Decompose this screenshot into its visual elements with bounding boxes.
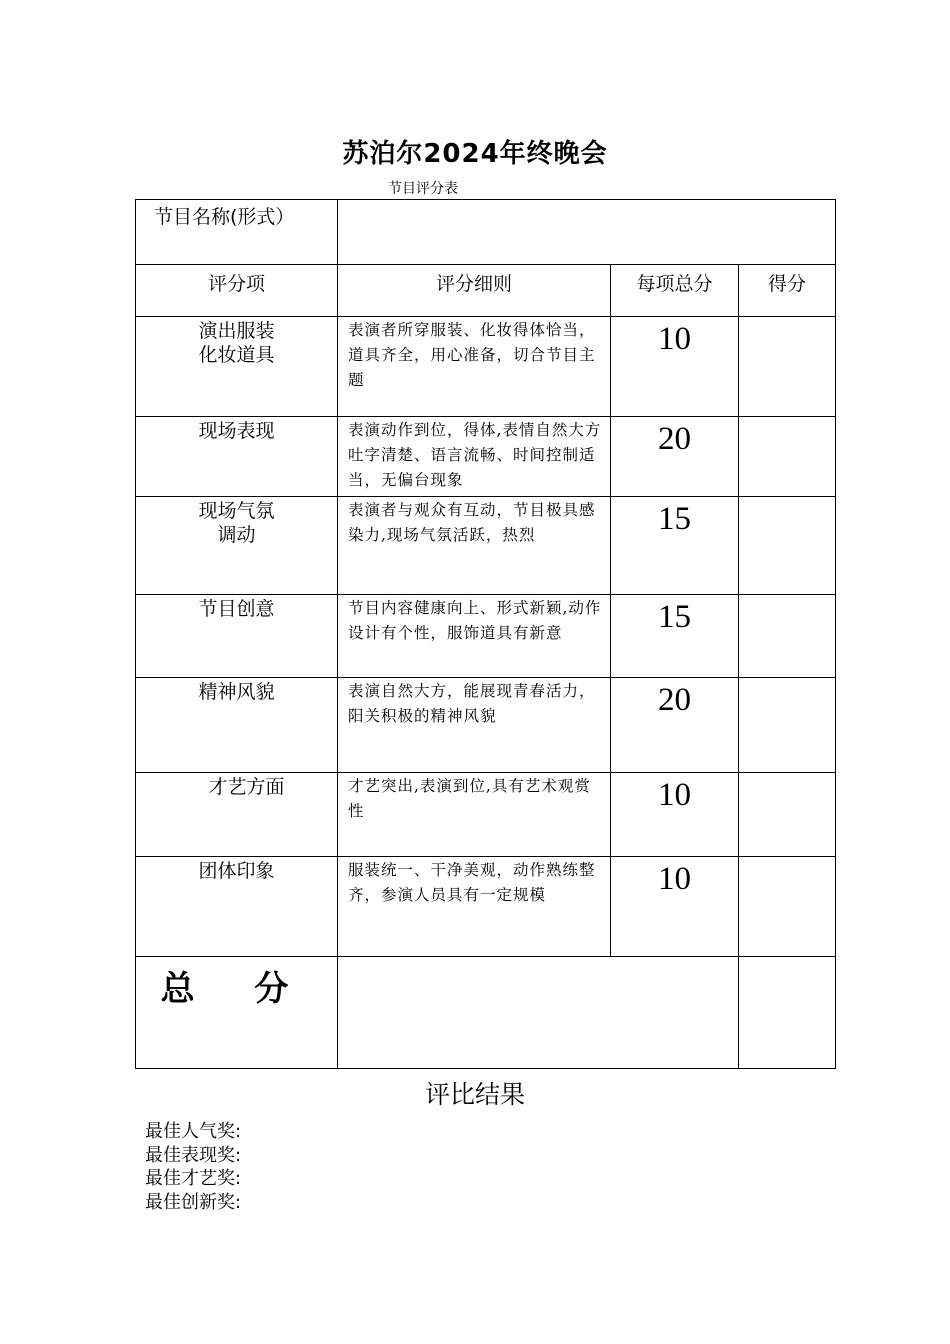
criterion-name-line: 节目创意 bbox=[198, 598, 275, 620]
program-name-field[interactable] bbox=[338, 200, 836, 265]
total-row bbox=[136, 957, 836, 1069]
criterion-points: 15 bbox=[611, 595, 739, 678]
criterion-name bbox=[136, 497, 338, 595]
award-performance: 最佳表现奖: bbox=[145, 1144, 242, 1166]
score-field[interactable] bbox=[739, 417, 836, 497]
criterion-name bbox=[136, 317, 338, 417]
criterion-detail: 节目内容健康向上、形式新颖,动作设计有个性，服饰道具有新意 bbox=[338, 595, 611, 678]
total-score-field[interactable] bbox=[739, 957, 836, 1069]
score-field[interactable] bbox=[739, 497, 836, 595]
criterion-name bbox=[136, 595, 338, 678]
criterion-name bbox=[136, 678, 338, 773]
awards-list bbox=[145, 1120, 241, 1214]
header-score: 得分 bbox=[739, 265, 836, 317]
criterion-detail: 表演者所穿服装、化妆得体恰当，道具齐全，用心准备，切合节目主题 bbox=[338, 317, 611, 417]
score-field[interactable] bbox=[739, 678, 836, 773]
header-detail: 评分细则 bbox=[338, 265, 611, 317]
award-talent: 最佳才艺奖: bbox=[145, 1168, 242, 1189]
criterion-name bbox=[136, 857, 338, 957]
criterion-detail: 服装统一、干净美观，动作熟练整齐，参演人员具有一定规模 bbox=[338, 857, 611, 957]
criterion-name-line: 团体印象 bbox=[198, 860, 275, 882]
criterion-detail: 才艺突出,表演到位,具有艺术观赏性 bbox=[338, 773, 611, 857]
criterion-name-line: 才艺方面 bbox=[208, 776, 285, 798]
criterion-name-line: 演出服装 bbox=[198, 320, 275, 342]
criterion-name bbox=[136, 417, 338, 497]
table-row bbox=[136, 773, 836, 857]
criterion-points: 10 bbox=[611, 857, 739, 957]
table-row bbox=[136, 857, 836, 957]
score-table bbox=[135, 199, 836, 1069]
table-row bbox=[136, 678, 836, 773]
program-name-label: 节目名称(形式） bbox=[136, 200, 338, 265]
award-innovation: 最佳创新奖: bbox=[145, 1191, 242, 1213]
criterion-name bbox=[136, 773, 338, 857]
criterion-points: 10 bbox=[611, 773, 739, 857]
score-field[interactable] bbox=[739, 857, 836, 957]
header-item: 评分项 bbox=[136, 265, 338, 317]
criterion-name-line: 精神风貌 bbox=[198, 681, 275, 703]
table-row bbox=[136, 317, 836, 417]
criterion-points: 20 bbox=[611, 417, 739, 497]
result-title: 评比结果 bbox=[424, 1080, 525, 1109]
criterion-name-line: 现场气氛 bbox=[198, 500, 275, 522]
criterion-detail: 表演动作到位，得体,表情自然大方吐字清楚、语言流畅、时间控制适当，无偏台现象 bbox=[338, 417, 611, 497]
header-row bbox=[136, 265, 836, 317]
criterion-points: 20 bbox=[611, 678, 739, 773]
document-subtitle: 节目评分表 bbox=[388, 181, 458, 197]
criterion-name-line: 现场表现 bbox=[198, 420, 275, 442]
total-blank bbox=[338, 957, 739, 1069]
total-label: 总 分 bbox=[136, 957, 338, 1069]
document-title: 苏泊尔2024年终晚会 bbox=[342, 139, 608, 169]
criterion-points: 15 bbox=[611, 497, 739, 595]
score-field[interactable] bbox=[739, 773, 836, 857]
criterion-points: 10 bbox=[611, 317, 739, 417]
criterion-detail: 表演者与观众有互动，节目极具感染力,现场气氛活跃，热烈 bbox=[338, 497, 611, 595]
table-row bbox=[136, 417, 836, 497]
table-row bbox=[136, 595, 836, 678]
criterion-detail: 表演自然大方，能展现青春活力，阳关积极的精神风貌 bbox=[338, 678, 611, 773]
header-points: 每项总分 bbox=[611, 265, 739, 317]
program-name-row bbox=[136, 200, 836, 265]
award-popular: 最佳人气奖: bbox=[145, 1121, 242, 1142]
criterion-name-line: 调动 bbox=[217, 524, 256, 546]
criterion-name-line: 化妆道具 bbox=[198, 344, 275, 366]
score-field[interactable] bbox=[739, 595, 836, 678]
table-row bbox=[136, 497, 836, 595]
score-field[interactable] bbox=[739, 317, 836, 417]
